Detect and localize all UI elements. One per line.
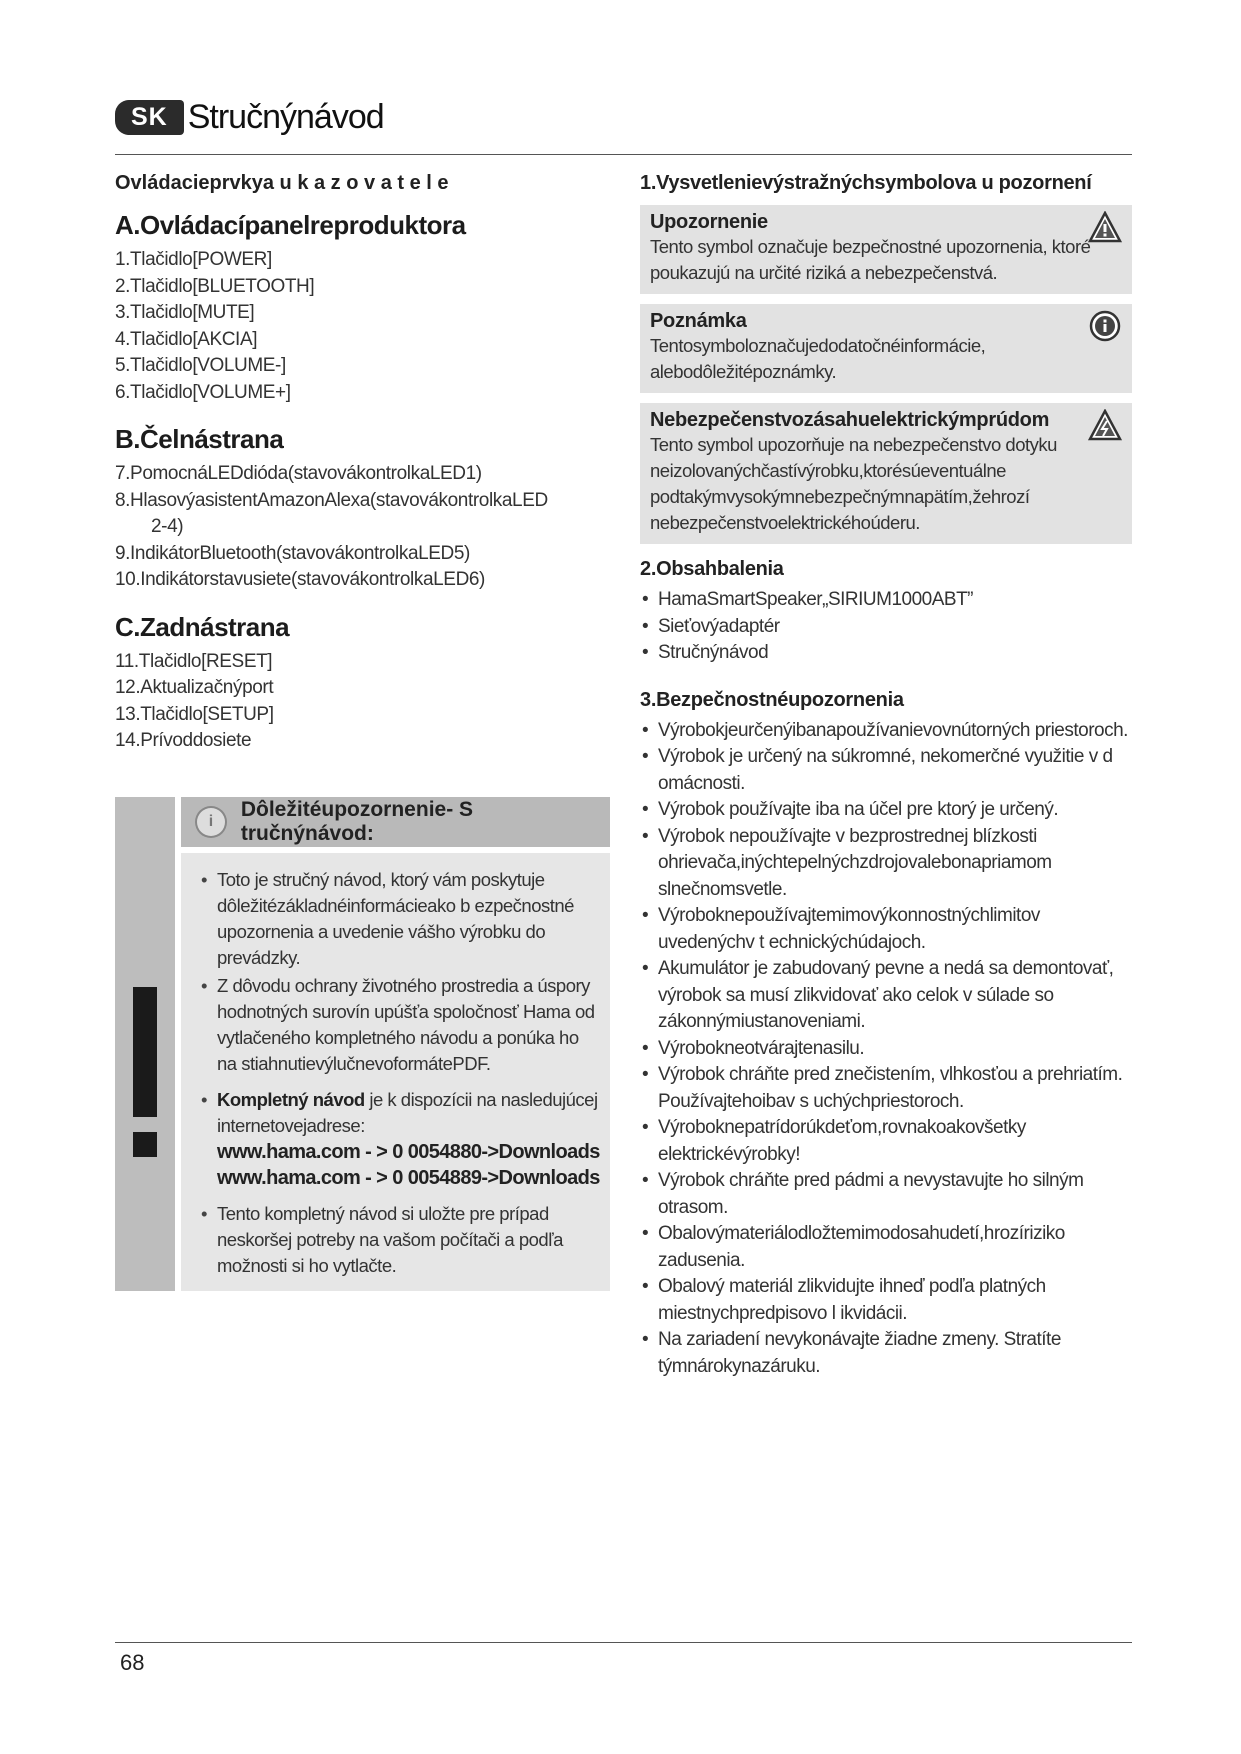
list-item: 1.Tlačidlo[POWER] [115,249,272,270]
section-a-title: A.Ovládacípanelreproduktora [115,210,466,240]
package-list [640,587,1132,667]
note-title: Nebezpečenstvozásahuelektrickýmprúdom [650,409,1050,431]
section-c-list [115,649,615,755]
list-item: 13.Tlačidlo[SETUP] [115,703,274,725]
list-item: • Výrobokjeurčenýibanapoužívanievovnútorných priestoroch. [640,718,1132,745]
page-number: 68 [120,1650,145,1675]
left-column [115,172,615,755]
notice-item: • Toto je stručný návod, ktorý vám poskytuje dôležitézákladnéinformácieako b ezpečnostné upozornenia a uvedenie vášho výrobku do prevádzky. [201,867,602,971]
notice-item-bold: Kompletný návod [217,1089,365,1110]
section-b-list [115,461,615,594]
note-title: Upozornenie [650,211,768,233]
page-header [115,92,384,142]
bottom-divider [115,1642,1132,1643]
notice-body [181,853,610,1291]
top-divider [115,154,1132,155]
list-item: 8.HlasovýasistentAmazonAlexa(stavovákontrolkaLED [115,489,548,511]
notice-title: Dôležitéupozornenie- S tručnýnávod: [240,798,474,845]
list-item: • Akumulátor je zabudovaný pevne a nedá sa demontovať, výrobok sa musí zlikvidovať ako celok v súlade so zákonnýmiustanoveniami. [640,956,1132,1036]
language-badge: SK [115,100,184,135]
list-item: • Obalovýmateriálodložtemimodosahudetí,hrozíriziko zadusenia. [640,1221,1132,1274]
warning-note-box [640,205,1132,294]
list-item: • Výrobokneрoužívajtemimovýkonnostnýchlimitov uvedenýchv t echnickýchúdajoch. [640,903,1132,956]
list-item: • Na zariadení nevykonávajte žiadne zmeny. Stratíte týmnárokynazáruku. [640,1327,1132,1380]
list-item: 9.IndikátorBluetooth(stavovákontrolkaLED5) [115,542,470,564]
warning-triangle-icon [1088,211,1122,243]
page-title: Stručnýnávod [187,97,384,136]
exclamation-sidebar [115,797,175,1291]
list-item [115,514,615,541]
safety-list [640,718,1132,1381]
right-column [640,172,1132,1380]
section-c-title: C.Zadnástrana [115,611,290,642]
list-item: • Výrobok nepoužívajte v bezprostrednej blízkosti ohrievača,inýchtepelnýchzdrojovalebonapriamom slnečnomsvetle. [640,824,1132,904]
list-item: 3.Tlačidlo[MUTE] [115,302,255,323]
info-icon: i [195,806,227,838]
list-item: 2.Tlačidlo[BLUETOOTH] [115,275,315,297]
list-item: 6.Tlačidlo[VOLUME+] [115,381,291,403]
note-title: Poznámka [650,310,747,332]
list-item: • Výrobokneрatrídorúkdeťom,rovnakoakovšetky elektrickévýrobky! [640,1115,1132,1168]
note-text: Tento symbol upozorňuje na nebezpečenstvo dotyku neizolovanýchčastívýrobku,ktorésúeventuálne podtakýmvysokýmnebezpečnýmnapätím,žehrozí nebezpečenstvoelektrickéhoúderu. [650,434,1057,533]
list-item: • Výrobok chráňte pred znečistením, vlhkosťou a prehriatím. Používajtehoibav s uchýchpriestoroch. [640,1062,1132,1115]
notice-item-text: je k dispozícii na nasledujúcej internetovejadrese: [217,1089,598,1136]
notice-list [181,853,610,1279]
list-item: • Výrobok chráňte pred pádmi a nevystavujte ho silným otrasom. [640,1168,1132,1221]
info-note-box [640,304,1132,393]
download-link-2[interactable]: www.hama.com - > 0 0054889->Downloads [217,1167,600,1189]
note-text: Tento symbol označuje bezpečnostné upozornenia, ktoré poukazujú na určité riziká a nebezpečenstvá. [650,236,1091,283]
list-item: • Sieťovýadaptér [640,614,1132,641]
list-item: • HamaSmartSpeaker„SIRIUM1000ABT” [640,587,1132,614]
list-item: • Stručnýnávod [640,640,1132,667]
download-link-1[interactable]: www.hama.com - > 0 0054880->Downloads [217,1141,600,1163]
electric-shock-icon [1088,409,1122,441]
note-text: Tentosymboloznačujedodatočnéinformácie, alebodôležitépoznámky. [650,335,986,382]
list-item: • Obalový materiál zlikvidujte ihneď podľa platných miestnychpredpisovo l ikvidácii. [640,1274,1132,1327]
list-item: 12.Aktualizačnýport [115,677,274,698]
list-item: • Výrobok používajte iba na účel pre ktorý je určený. [640,797,1132,824]
notice-item: • Z dôvodu ochrany životného prostredia a úspory hodnotných surovín upúšťa spoločnosť Hama od vytlačeného kompletného návodu a ponúka ho na stiahnutievýlučnevoformátePDF. [201,973,602,1077]
notice-item: • Tento kompletný návod si uložte pre prípad neskoršej potreby na vašom počítači a podľa možnosti si ho vytlačte. [201,1201,602,1279]
list-item-continuation: 2-4) [151,516,184,537]
list-item: • Výrobokneotvárajtenasilu. [640,1036,1132,1063]
controls-heading: Ovládacieprvkya u k a z o v a t e l e [115,172,449,194]
symbols-section-title: 1.Vysvetlenievýstražnýchsymbolova u pozornení [640,172,1092,194]
safety-section-title: 3.Bezpečnostnéupozornenia [640,688,904,711]
info-circle-icon [1088,310,1122,342]
section-a-list [115,247,615,406]
exclamation-icon [133,987,157,1117]
package-section-title: 2.Obsahbalenia [640,558,784,580]
notice-item [201,1087,602,1191]
electric-note-box [640,403,1132,544]
list-item: 10.Indikátorstavusiete(stavovákontrolkaLED6) [115,569,485,590]
list-item: 11.Tlačidlo[RESET] [115,650,273,672]
list-item: 5.Tlačidlo[VOLUME-] [115,355,286,376]
list-item: • Výrobok je určený na súkromné, nekomerčné využitie v d omácnosti. [640,744,1132,797]
list-item: 4.Tlačidlo[AKCIA] [115,328,258,350]
section-b-title: B.Čelnástrana [115,424,284,454]
list-item: 14.Prívoddosiete [115,730,252,751]
list-item: 7.PomocnáLEDdióda(stavovákontrolkaLED1) [115,463,482,484]
important-notice-box [115,797,610,1291]
exclamation-dot-icon [133,1132,157,1157]
notice-header [181,797,610,847]
